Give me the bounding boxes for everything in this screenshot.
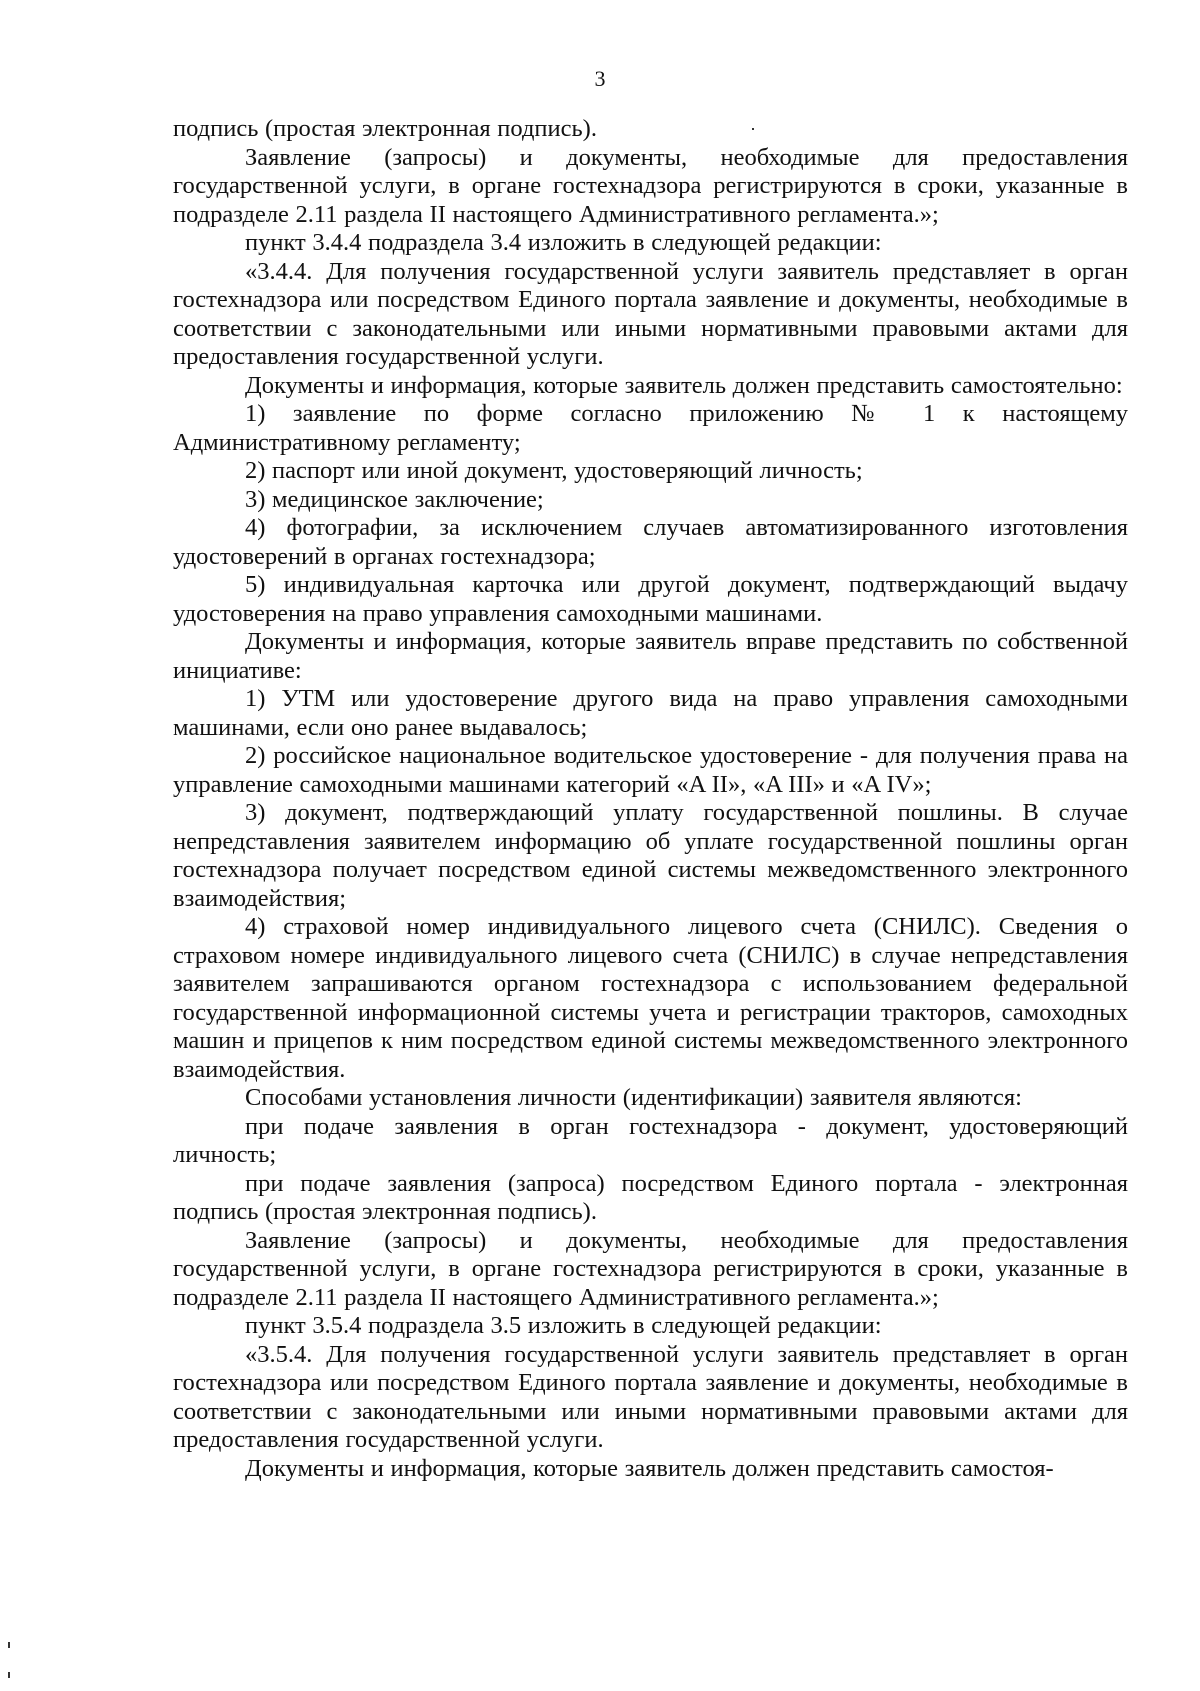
paragraph-1: подпись (простая электронная подпись). [173,115,597,142]
paragraph-7: 2) паспорт или иной документ, удостоверяющий личность; [245,457,863,484]
paragraph-22: Документы и информация, которые заявитель должен представить самостоя- [245,1454,1054,1482]
paragraph-8: 3) медицинское заключение; [245,485,544,513]
paragraph-3: пункт 3.4.4 подраздела 3.4 изложить в следующей редакции: [245,229,882,256]
paragraph-16: Способами установления личности (идентификации) заявителя являются: [245,1084,1022,1111]
paragraph-13: 2) российское национальное водительское удостоверение - для получения права на управление самоходными машинами категорий «A II», «A III» и «A IV»; [173,742,1128,798]
paragraph-19: Заявление (запросы) и документы, необходимые для предоставления государственной услуги, в органе гостехнадзора регистрируются в сроки, указанные в подразделе 2.11 раздела II настоящего Административного регламента.»; [173,1226,1128,1311]
paragraph-20: пункт 3.5.4 подраздела 3.5 изложить в следующей редакции: [245,1312,882,1339]
scan-speck [752,128,754,130]
paragraph-12: 1) УТМ или удостоверение другого вида на право управления самоходными машинами, если оно ранее выдавалось; [173,685,1128,741]
paragraph-4: «3.4.4. Для получения государственной услуги заявитель представляет в орган гостехнадзора или посредством Единого портала заявление и документы, необходимые в соответствии с законодательными или иными нормативными правовыми актами для предоставления государственной услуги. [173,257,1128,370]
paragraph-21: «3.5.4. Для получения государственной услуги заявитель представляет в орган гостехнадзора или посредством Единого портала заявление и документы, необходимые в соответствии с законодательными или иными нормативными правовыми актами для предоставления государственной услуги. [173,1340,1128,1453]
document-body [173,115,1128,1483]
paragraph-10: 5) индивидуальная карточка или другой документ, подтверждающий выдачу удостоверения на право управления самоходными машинами. [173,571,1128,627]
page-number: 3 [594,66,606,91]
paragraph-15: 4) страховой номер индивидуального лицевого счета (СНИЛС). Сведения о страховом номере индивидуального лицевого счета (СНИЛС) в случае непредставления заявителем запрашиваются органом гостехнадзора с использованием федеральной государственной информационной системы учета и регистрации тракторов, самоходных машин и прицепов к ним посредством единой системы межведомственного электронного взаимодействия. [173,913,1128,1083]
paragraph-6: 1) заявление по форме согласно приложению № 1 к настоящему Административному регламенту; [173,400,1128,456]
paragraph-5: Документы и информация, которые заявитель должен представить самостоятельно: [245,371,1123,399]
paragraph-18: при подаче заявления (запроса) посредством Единого портала - электронная подпись (простая электронная подпись). [173,1169,1128,1225]
paragraph-9: 4) фотографии, за исключением случаев автоматизированного изготовления удостоверений в органах гостехнадзора; [173,514,1128,570]
scan-speck [8,1672,10,1678]
paragraph-17: при подаче заявления в орган гостехнадзора - документ, удостоверяющий личность; [173,1112,1128,1168]
paragraph-14: 3) документ, подтверждающий уплату государственной пошлины. В случае непредставления заявителем информацию об уплате государственной пошлины орган гостехнадзора получает посредством единой системы межведомственного электронного взаимодействия; [173,799,1128,912]
paragraph-11: Документы и информация, которые заявитель вправе представить по собственной инициативе: [173,628,1128,684]
paragraph-2: Заявление (запросы) и документы, необходимые для предоставления государственной услуги, в органе гостехнадзора регистрируются в сроки, указанные в подразделе 2.11 раздела II настоящего Административного регламента.»; [173,143,1128,228]
scan-speck [8,1642,10,1648]
